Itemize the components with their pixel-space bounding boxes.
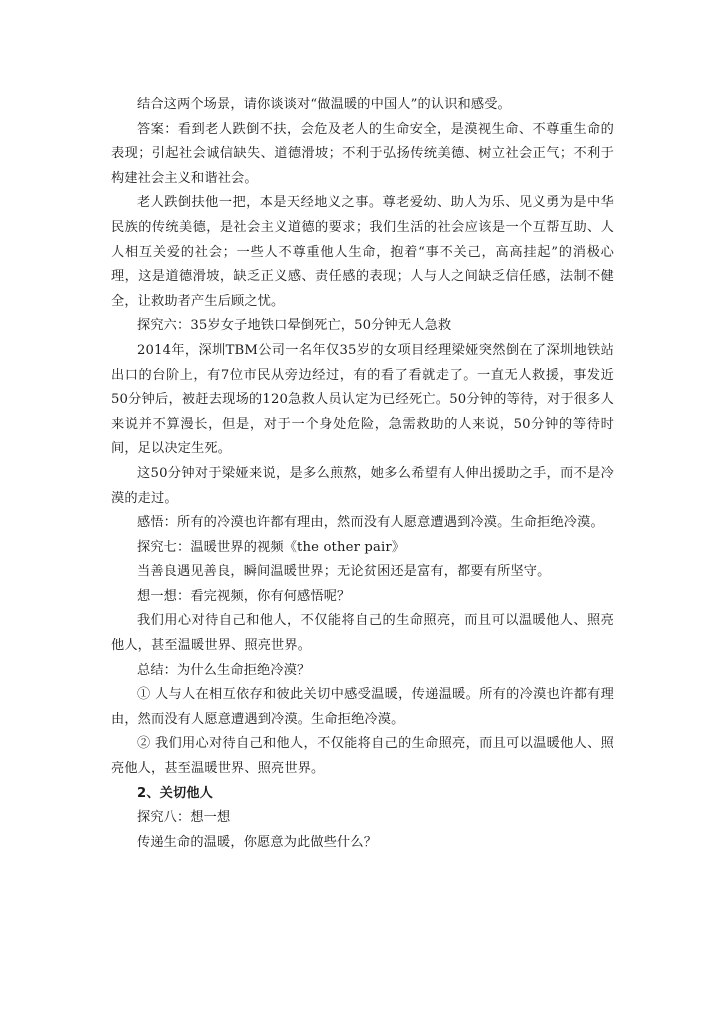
document-page	[111, 93, 614, 855]
insight-paragraph: 感悟：所有的冷漠也许都有理由，然而没有人愿意遭遇到冷漠。生命拒绝冷漠。	[137, 515, 604, 531]
kindness-paragraph: 当善良遇见善良，瞬间温暖世界；无论贫困还是富有，都要有所坚守。	[137, 564, 551, 580]
reflection-paragraph: 我们用心对待自己和他人，不仅能将自己的生命照亮，而且可以温暖他人、照亮他人，甚至温暖世界、照亮世界。	[111, 613, 614, 654]
fifty-minutes-paragraph: 这50分钟对于梁娅来说，是多么煎熬，她多么希望有人伸出援助之手，而不是冷漠的走过。	[111, 465, 614, 506]
explore-seven-heading: 探究七：温暖世界的视频《the other pair》	[137, 539, 406, 555]
summary-question: 总结：为什么生命拒绝冷漠？	[137, 662, 311, 678]
explore-six-heading: 探究六：35岁女子地铁口晕倒死亡，50分钟无人急救	[137, 318, 452, 334]
explore-eight-heading: 探究八：想一想	[137, 810, 231, 826]
question-warm-chinese: 结合这两个场景，请你谈谈对“做温暖的中国人”的认识和感受。	[137, 97, 511, 112]
subway-story-paragraph: 2014年，深圳TBM公司一名年仅35岁的女项目经理梁娅突然倒在了深圳地铁站出口的台阶上，有7位市民从旁边经过，有的看了看就走了。一直无人救援，事发近50分钟后，被赶去现场的120急救人员认定为已经死亡。50分钟的等待，对于很多人来说并不算漫长，但是，对于一个身处危险，急需救助的人来说，50分钟的等待时间，足以决定生死。	[111, 342, 614, 457]
think-question: 想一想：看完视频，你有何感悟呢？	[137, 588, 351, 604]
summary-point-one: ① 人与人在相互依存和彼此关切中感受温暖，传递温暖。所有的冷漠也许都有理由，然而没有人愿意遭遇到冷漠。生命拒绝冷漠。	[111, 687, 614, 727]
elderly-help-paragraph: 老人跌倒扶他一把，本是天经地义之事。尊老爱幼、助人为乐、见义勇为是中华民族的传统美德，是社会主义道德的要求；我们生活的社会应该是一个互帮互助、人人相互关爱的社会；一些人不尊重他人生命，抱着“事不关己，高高挂起”的消极心理，这是道德滑坡，缺乏正义感、责任感的表现；人与人之间缺乏信任感，法制不健全，让救助者产生后顾之忧。	[111, 195, 614, 309]
final-question: 传递生命的温暖，你愿意为此做些什么？	[137, 834, 378, 850]
answer-paragraph: 答案：看到老人跌倒不扶，会危及老人的生命安全，是漠视生命、不尊重生命的表现；引起社会诚信缺失、道德滑坡；不利于弘扬传统美德、树立社会正气；不利于构建社会主义和谐社会。	[111, 121, 614, 186]
section-heading-care-others: 2、关切他人	[137, 785, 214, 801]
summary-point-two: ② 我们用心对待自己和他人，不仅能将自己的生命照亮，而且可以温暖他人、照亮他人，甚至温暖世界、照亮世界。	[111, 736, 614, 777]
